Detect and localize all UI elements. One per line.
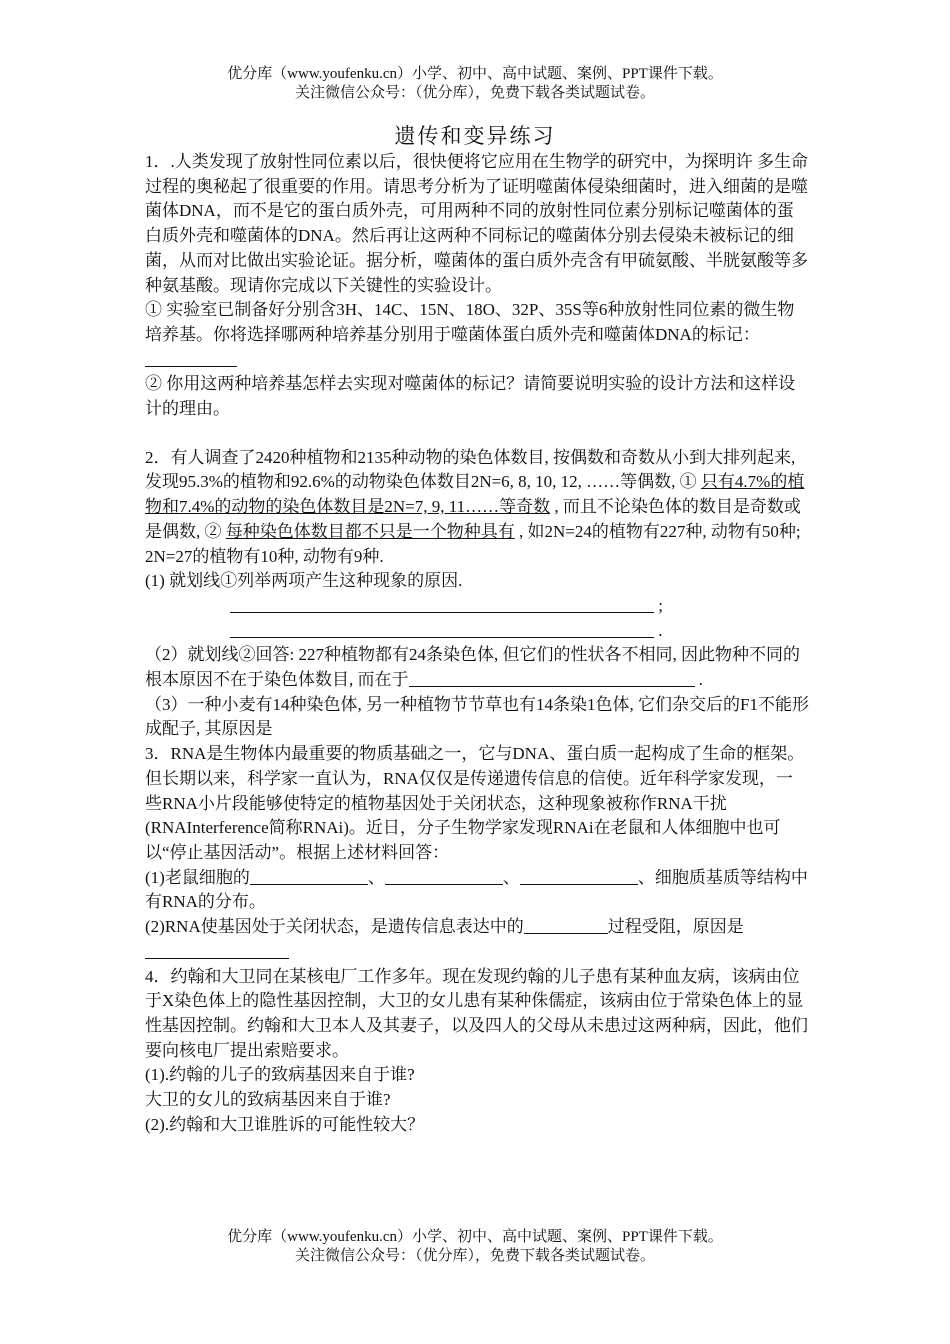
q1-item-1 bbox=[145, 298, 809, 372]
document-title: 遗传和变异练习 bbox=[394, 124, 556, 148]
q1-item-2: ② 你用这两种培养基怎样去实现对噬菌体的标记？请简要说明实验的设计方法和这样设计的理由。 bbox=[145, 374, 796, 419]
q3-answer-blank-4[interactable] bbox=[524, 916, 608, 934]
q2-sub-2-end: . bbox=[694, 670, 703, 690]
page-footer bbox=[0, 1228, 950, 1266]
q4-sub-2: 大卫的女儿的致病基因来自于谁? bbox=[145, 1090, 391, 1110]
q2-sub-1-line-1 bbox=[145, 594, 809, 619]
q2-sub-2 bbox=[145, 643, 809, 692]
q2-sub-3: （3）一种小麦有14种染色体, 另一种植物节节草也有14条染1色体, 它们杂交后的F1不能形成配子, 其原因是 bbox=[145, 694, 809, 739]
q2-sub-1: (1) 就划线①列举两项产生这种现象的原因. bbox=[145, 571, 463, 591]
q2-text-1: 2．有人调查了2420种植物和2135种动物的染色体数目, 按偶数和奇数从小到大排列起来, 发现95.3%的植物和92.6%的动物染色体数目2N=6, 8, 10, 12, ……等偶数, ① bbox=[145, 447, 796, 492]
q3-answer-blank-5[interactable] bbox=[145, 941, 289, 959]
footer-line-1: 优分库（www.youfenku.cn）小学、初中、高中试题、案例、PPT课件下载。 bbox=[227, 1229, 723, 1245]
q3-answer-blank-1[interactable] bbox=[250, 867, 368, 885]
q3-sub-1-text-a: (1)老鼠细胞的 bbox=[145, 867, 250, 887]
q2-semicolon: ; bbox=[654, 595, 663, 615]
q2-text-2: , 而且不论染色体的数目是奇数或是偶数, ② bbox=[145, 497, 801, 541]
page-header bbox=[0, 65, 950, 103]
q3-sub-1-text-b: 、细胞质基质等结构中有RNA的分布。 bbox=[145, 867, 808, 912]
q3-sub-2-text-a: (2)RNA使基因处于关闭状态，是遗传信息表达中的 bbox=[145, 917, 524, 937]
q2-underline-1: 只有4.7%的植物和7.4%的动物的染色体数目是2N=7, 9, 11……等奇数 bbox=[145, 472, 805, 517]
q3-sub-2 bbox=[145, 915, 809, 964]
header-line-2: 关注微信公众号：（优分库），免费下载各类试题试卷。 bbox=[294, 85, 655, 101]
q3-sub-2-text-b: 过程受阻，原因是 bbox=[607, 917, 744, 937]
q2-answer-blank-2[interactable] bbox=[230, 620, 654, 638]
q2-underline-2: 每种染色体数目都不只是一个物种具有 bbox=[225, 521, 515, 541]
q2-text-3: , 如2N=24的植物有227种, 动物有50种; 2N=27的植物有10种, 动物有9种. bbox=[145, 521, 801, 566]
q2-sub-2-text: （2）就划线②回答: 227种植物都有24条染色体, 但它们的性状各不相同, 因此物种不同的根本原因不在于染色体数目, 而在于 bbox=[145, 645, 800, 690]
document-body bbox=[145, 150, 809, 1137]
q2-sub-1-line-2 bbox=[145, 619, 809, 644]
q3-sep-2: 、 bbox=[502, 867, 520, 887]
q3-sub-1 bbox=[145, 866, 809, 915]
q4-intro: 4．约翰和大卫同在某核电厂工作多年。现在发现约翰的儿子患有某种血友病，该病由位于X染色体上的隐性基因控制，大卫的女儿患有某种侏儒症，该病由位于常染色体上的显性基因控制。约翰和大卫本人及其妻子，以及四人的父母从未患过这两种病，因此，他们要向核电厂提出索赔要求。 bbox=[145, 966, 808, 1060]
q4-sub-1: (1).约翰的儿子的致病基因来自于谁? bbox=[145, 1065, 415, 1085]
header-line-1: 优分库（www.youfenku.cn）小学、初中、高中试题、案例、PPT课件下载。 bbox=[227, 66, 723, 82]
footer-line-2: 关注微信公众号：（优分库），免费下载各类试题试卷。 bbox=[294, 1248, 655, 1264]
spacer bbox=[145, 422, 809, 446]
q1-item-1-text: ① 实验室已制备好分别含3H、14C、15N、18O、32P、35S等6种放射性同位素的微生物培养基。你将选择哪两种培养基分别用于噬菌体蛋白质外壳和噬菌体DNA的标记： bbox=[145, 300, 795, 344]
q2-answer-blank-1[interactable] bbox=[230, 595, 654, 613]
q2-period: . bbox=[654, 620, 663, 640]
q1-intro: 1．.人类发现了放射性同位素以后，很快便将它应用在生物学的研究中，为探明许 多生命过程的奥秘起了很重要的作用。请思考分析为了证明噬菌体侵染细菌时，进入细菌的是噬菌体DNA，而不是它的蛋白质外壳，可用两种不同的放射性同位素分别标记噬菌体的蛋白质外壳和噬菌体的DNA。然后再让这两种不同标记的噬菌体分别去侵染未被标记的细菌，从而对比做出实验论证。据分析，噬菌体的蛋白质外壳含有甲硫氨酸、半胱氨酸等多种氨基酸。现请你完成以下关键性的实验设计。 bbox=[145, 152, 808, 295]
q3-intro: 3．RNA是生物体内最重要的物质基础之一，它与DNA、蛋白质一起构成了生命的框架。但长期以来，科学家一直认为，RNA仅仅是传递遗传信息的信使。近年科学家发现，一些RNA小片段能够使特定的植物基因处于关闭状态，这种现象被称作RNA干扰(RNAInterference简称RNAi)。近日，分子生物学家发现RNAi在老鼠和人体细胞中也可以“停止基因活动”。根据上述材料回答： bbox=[145, 744, 805, 862]
q2-answer-blank-3-cont[interactable] bbox=[677, 669, 695, 687]
q3-sep-1: 、 bbox=[367, 867, 385, 887]
q3-answer-blank-3[interactable] bbox=[520, 867, 638, 885]
q3-answer-blank-2[interactable] bbox=[385, 867, 503, 885]
q4-sub-3: (2).约翰和大卫谁胜诉的可能性较大？ bbox=[145, 1114, 425, 1134]
q2-answer-blank-3[interactable] bbox=[409, 669, 677, 687]
q1-answer-blank[interactable] bbox=[145, 349, 237, 367]
q2-paragraph bbox=[145, 446, 809, 570]
